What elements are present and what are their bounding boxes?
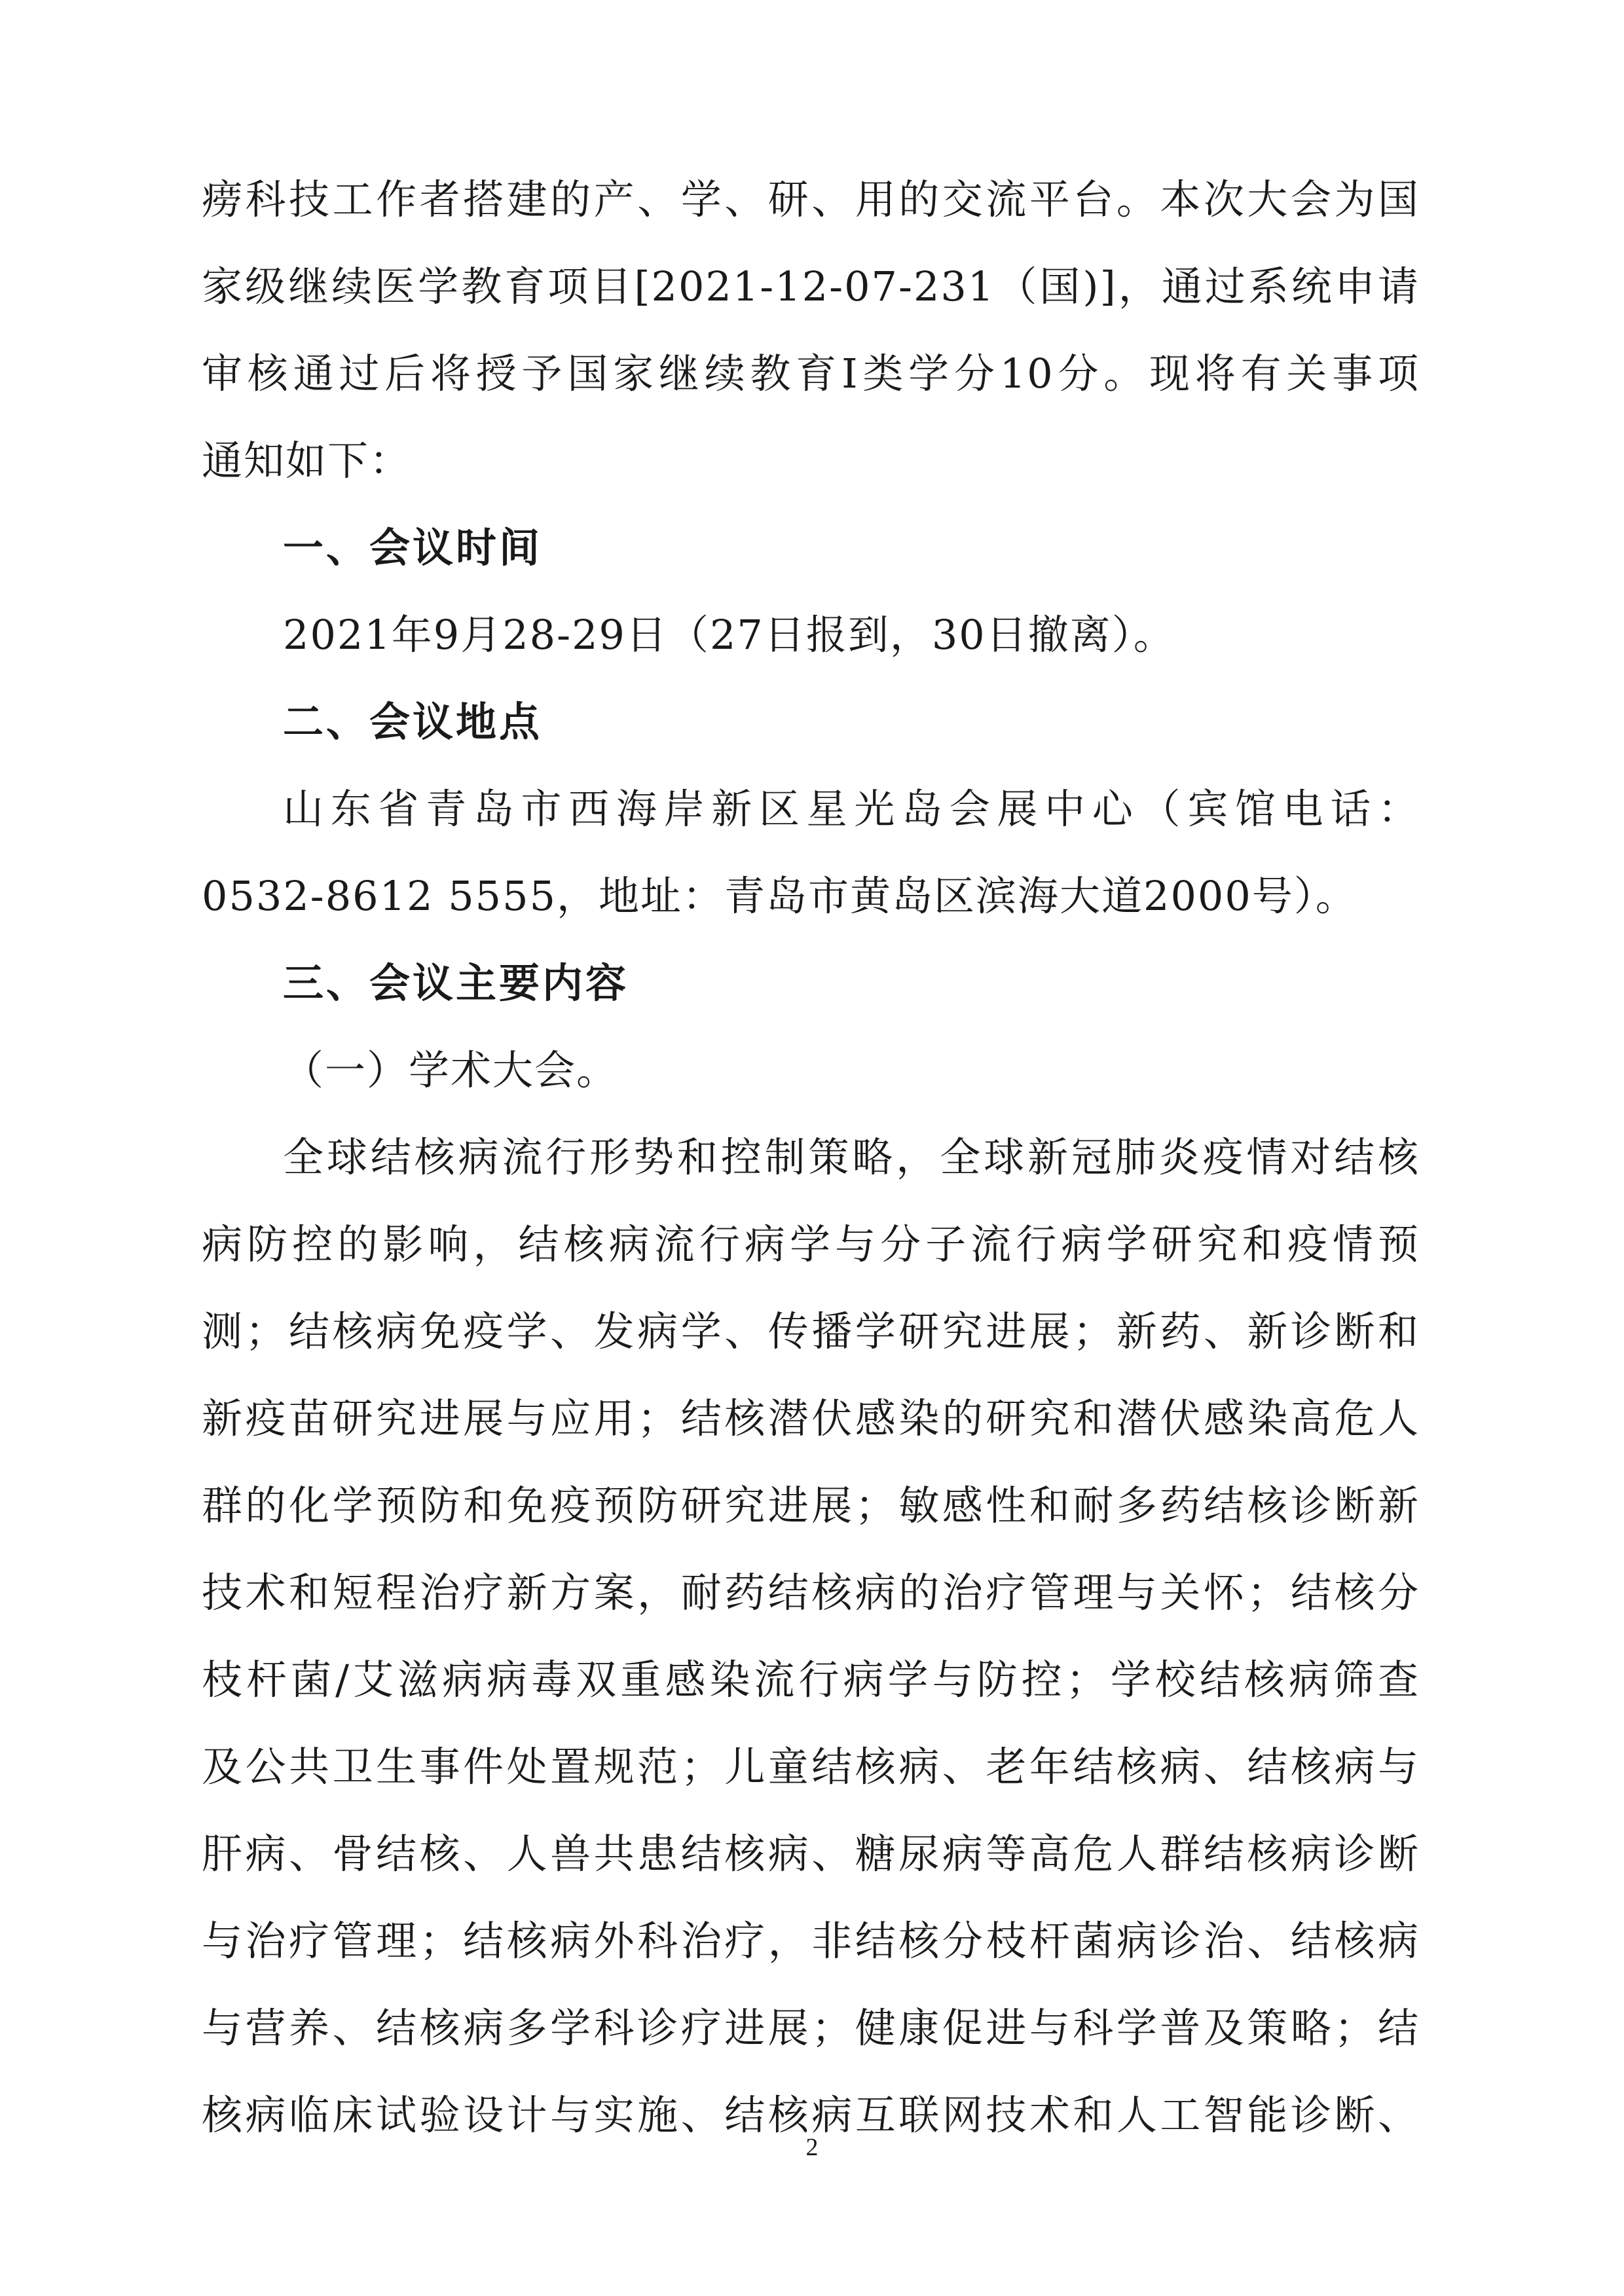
section-heading-location: 二、会议地点 [283,698,543,746]
page-number: 2 [805,2134,819,2161]
intro-line-4: 通知如下： [202,437,412,484]
content-line-5: 群的化学预防和免疫预防研究进展；敏感性和耐多药结核诊断新 [202,1482,1420,1529]
content-line-12: 核病临床试验设计与实施、结核病互联网技术和人工智能诊断、 [202,2091,1420,2139]
intro-line-2: 家级继续医学教育项目[2021-12-07-231（国)]，通过系统申请 [202,263,1420,310]
meeting-location-line-2: 0532-8612 5555，地址：青岛市黄岛区滨海大道2000号）。 [202,872,1357,920]
content-line-11: 与营养、结核病多学科诊疗进展；健康促进与科学普及策略；结 [202,2004,1420,2052]
meeting-location-line-1: 山东省青岛市西海岸新区星光岛会展中心（宾馆电话： [283,785,1420,833]
content-line-9: 肝病、骨结核、人兽共患结核病、糖尿病等高危人群结核病诊断 [202,1830,1420,1878]
meeting-time-text: 2021年9月28-29日（27日报到，30日撤离）。 [283,611,1175,659]
content-line-7: 枝杆菌/艾滋病病毒双重感染流行病学与防控；学校结核病筛查 [202,1656,1420,1704]
content-line-6: 技术和短程治疗新方案，耐药结核病的治疗管理与关怀；结核分 [202,1569,1420,1616]
intro-line-1: 痨科技工作者搭建的产、学、研、用的交流平台。本次大会为国 [202,175,1420,223]
subsection-academic-conference: （一）学术大会。 [283,1046,619,1094]
content-line-3: 测；结核病免疫学、发病学、传播学研究进展；新药、新诊断和 [202,1307,1420,1355]
content-line-10: 与治疗管理；结核病外科治疗，非结核分枝杆菌病诊治、结核病 [202,1917,1420,1965]
section-heading-content: 三、会议主要内容 [283,959,629,1007]
document-body [202,156,1420,2159]
content-line-8: 及公共卫生事件处置规范；儿童结核病、老年结核病、结核病与 [202,1743,1420,1791]
content-line-4: 新疫苗研究进展与应用；结核潜伏感染的研究和潜伏感染高危人 [202,1394,1420,1442]
content-line-2: 病防控的影响，结核病流行病学与分子流行病学研究和疫情预 [202,1220,1420,1268]
content-line-1: 全球结核病流行形势和控制策略，全球新冠肺炎疫情对结核 [283,1133,1420,1181]
intro-line-3: 审核通过后将授予国家继续教育Ⅰ类学分10分。现将有关事项 [202,350,1420,397]
section-heading-time: 一、会议时间 [283,524,543,572]
